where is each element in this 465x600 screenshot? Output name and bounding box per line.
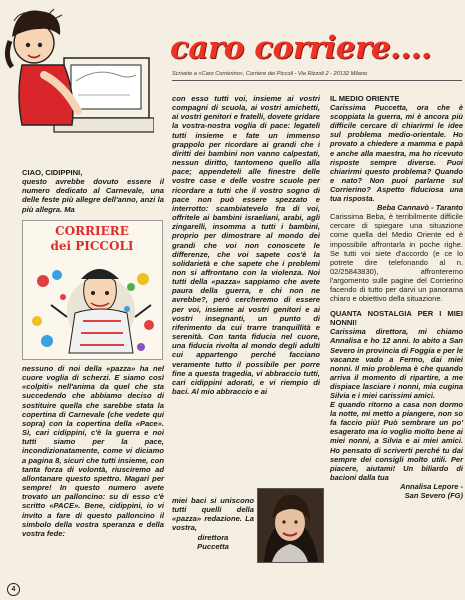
letter2-reply: Carissima Beba, è terribilmente difficile cercare di spiegare una situazione come quella del Medio Oriente ed è impossibile affrontarla in poche righe. Se tutti voi siete d'accordo (e ce lo potrete dire telefonando al n. 02/25843830), affronteremo l'argomento sulle pagine del Corrierino facendo di tutto per darvi un panorama chiaro e obiettivo della situazione.: [330, 212, 463, 304]
column-3-letters: [330, 94, 463, 500]
cover-illustration: [23, 221, 162, 359]
letter1-intro: [22, 168, 164, 214]
letter3-body: Carissima direttora, mi chiamo Annalisa e ho 12 anni. Io abito a San Severo in provincia di Foggia e per le vacanze vado a Fermo, dai miei nonni. Il mio problema è che quando arriva il momento di ripartire, a me dispiace lasciare i nonni, mia cugina Silvia e i miei carissimi amici. E quando ritorno a casa non dormo la notte, mi metto a piangere, non so fa faccio più! Può sembrare un po' esagerato ma io voglio molto bene ai miei nonni, a Silvia e ai miei amici. Ho pensato di scriverti perché tu dai sempre dei consigli molto utili. Per piacere, aiutami! Un biliardo di bacioni dalla tua: [330, 327, 463, 482]
cover-masthead-bottom: dei PICCOLI: [50, 239, 134, 253]
letter1-closing-text: miei baci si uniscono tutti quelli della «pazza» redazione. La vostra,: [172, 496, 254, 533]
cover-masthead-top: CORRIERE: [55, 224, 129, 238]
author-photo: [257, 488, 324, 563]
page-number: 4: [7, 583, 20, 596]
letter3-heading: QUANTA NOSTALGIA PER I MIEI NONNI!: [330, 309, 463, 328]
letter1-body-col1: nessuno di noi della «pazza» ha nel cuore voglia di scherzi. E siamo così «colpiti» nell'anima da quel che sta succedendo che abbiamo deciso di sostituire quella che sarebbe stata la copertina di Carnevale (che vedete qui sopra) con la copertina della «Pace». Sì, cari cidippini, c'è la guerra e noi tutti siamo per la pace, incondizionatamente, come vi diciamo a pagina 8, sicuri che tutti insieme, con tanta forza di volontà, riusciremo ad allontanare questo spettro. Magari per sempre! In questo numero avete trovato un palloncino: su di esso c'è scritto «PACE». Bene, cidippini, io vi invito a fare di questo palloncino il simbolo della vostra speranza e della vostra fede:: [22, 364, 164, 538]
letter1-closing: [172, 496, 254, 551]
letter3-signer-place: San Severo (FG): [404, 491, 463, 501]
girl-at-computer-illustration: [4, 3, 154, 143]
carnival-cover-image: [22, 220, 163, 360]
page-title: caro corriere....: [170, 30, 432, 66]
letter2-signer: Beba Cannavò - Taranto: [377, 203, 463, 213]
letter2-heading: IL MEDIO ORIENTE: [330, 94, 400, 103]
letter2-body: Carissima Puccetta, ora che è scoppiata la guerra, mi è ancora più difficile cercare di chiarirmi le idee sul problema medio-orientale. Ho provato a chiedere a mamma e papà e anche alla maestra, ma ho ricevuto risposte sempre diverse. Puoi chiarirmi questo problema? Quando e nato? Non puoi parlarne sul Corrierino? Aspetto fiduciosa una tua risposta.: [330, 103, 463, 204]
letter1-body-col2: con esso tutti voi, insieme ai vostri compagni di scuola, ai vostri amichetti, ai vostri genitori e fratelli, dovete gridare la vostra-nostra voglia di pace: legatelì tutti insieme e fate un immenso grappolo per ricordare ai grandi che i diritti dei bambini non vanno calpestati, nessun diritto, tantomeno quello alla pace; appendeteli alle finestre delle vostre case e delle vostre scuole per ricordare a tutti che il vostro sogno di pace non può essere spezzato e interrotto: scambiatevelo fra di voi, offritele ai bambini israeliani, arabi, agli zingarelli, insomma a tutti i bambini, proprio per dimostrare al mondo dei grandi che voi non conoscete le differenze, che voi sapete cos'è la solidarietà e che sapete che i problemi non si affrontano con la violenza. Noi tutti della «pazza» sappiamo che avete paura della guerra, e chi non ne avrebbe?, però cercheremo di essere per voi, insieme ai vostri genitori e ai vostri insegnanti, un punto di riferimento da cui trarre tranquillità e serenità. Con tanta fiducia nel cuore, una fiducia rivolta al mondo degli adulti cui appartengo perché facciano veramente tutto il possibile per porre fine a questa tragedia, vi abbraccio tutti, cari cidippini adorati, e vi riempio di baci. Al mio abbraccio e ai: [172, 94, 320, 396]
signature-role: direttora: [197, 532, 229, 542]
header-divider: [172, 80, 462, 81]
signature-name: Puccetta: [197, 541, 229, 551]
letter1-greeting: CIAO, CIDIPPINI,: [22, 168, 83, 177]
letter3-signer-name: Annalisa Lepore -: [400, 481, 463, 491]
letter1-intro-text: questo avrebbe dovuto essere il numero dedicato al Carnevale, una delle feste più allegre dell'anno, anzi la più allegra. Ma: [22, 177, 164, 214]
address-line: Scrivete a «Caro Corrierino», Corriere dei Piccoli - Via Rizzoli 2 - 20132 Milano: [172, 71, 368, 77]
